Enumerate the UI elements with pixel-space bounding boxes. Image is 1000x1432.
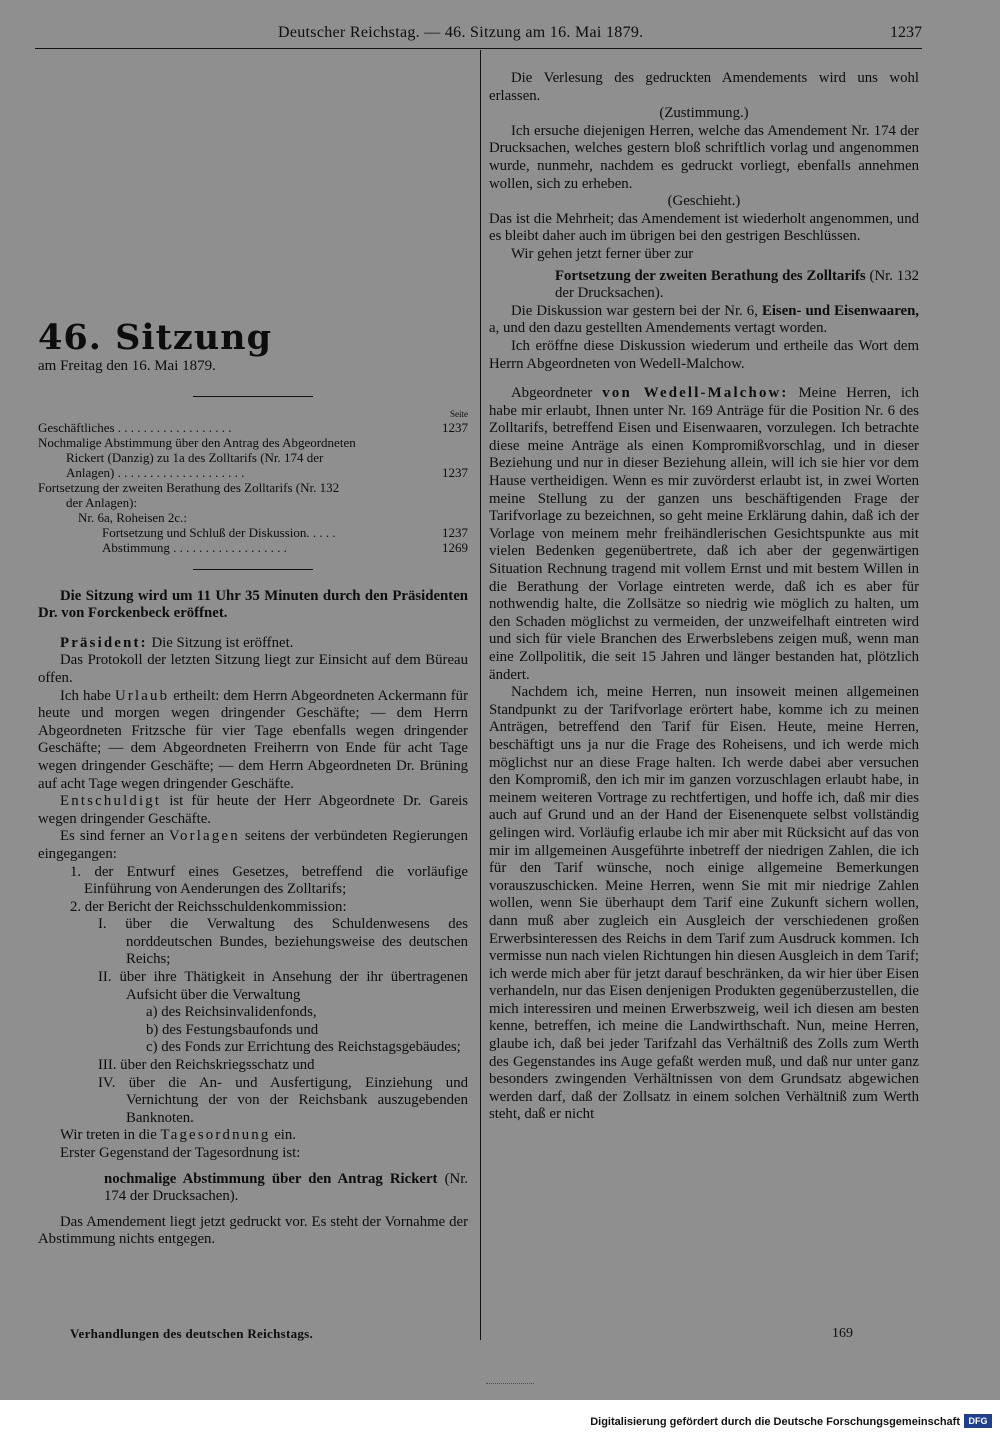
- title-rule: [193, 396, 313, 397]
- entschuldigt-word: Entschuldigt: [60, 793, 162, 810]
- toc-row: [38, 525, 468, 540]
- speaker-prefix: Abgeordneter: [511, 385, 593, 402]
- right-p5-a: Die Diskussion war gestern bei der Nr. 6,: [511, 302, 758, 319]
- toc-page: [430, 480, 468, 495]
- right-p4: Wir gehen jetzt ferner über zur: [511, 245, 694, 262]
- session-title: 46. Sitzung: [38, 317, 273, 358]
- agenda-item-1: [38, 1171, 468, 1206]
- speech-paragraph-1: [489, 385, 919, 684]
- toc-text: Rickert (Danzig) zu 1a des Zolltarifs (Nr. 174 der: [66, 449, 324, 465]
- toc-row: [38, 420, 468, 435]
- toc-row: [38, 510, 468, 525]
- amendement-paragraph: Das Amendement liegt jetzt gedruckt vor. Es steht der Vornahme der Abstimmung nichts entgegen.: [38, 1213, 468, 1248]
- president-text: Die Sitzung ist eröffnet.: [151, 634, 294, 651]
- right-p3: Das ist die Mehrheit; das Amendement ist wiederholt angenommen, und es bleibt daher auch im übrigen bei den gestrigen Beschlüssen.: [489, 210, 919, 245]
- header-rule: [35, 48, 922, 49]
- protocol-paragraph: Das Protokoll der letzten Sitzung liegt zur Einsicht auf dem Büreau offen.: [38, 652, 468, 686]
- tages-word: Tagesordnung: [160, 1127, 271, 1144]
- toc-seite-label: Seite: [450, 408, 468, 419]
- speech-text-1: Meine Herren, ich habe mir erlaubt, Ihnen unter Nr. 169 Anträge für die Position Nr. 6 des Zolltarifs, betreffend Eisen und Eisenwaaren, vorzulegen. Ich betrachte diese meine Anträge als einen Kompromißvorschlag, und in dieser Beziehung und nur in dieser Beziehung allein, will ich sie hier vor dem Hause vertheidigen. Wenn es mir zuvörderst erlaubt ist, in zwei Worten meine Stellung zu der ganzen uns beschäftigenden Frage der Tarifvorlage zu bezeichnen, so geht meine Erklärung dahin, daß ich der Vorlage von meinem mehr freihändlerischen Gesichtspunkte aus mit vielen Bedenken gegenübertrete, daß ich aber der gegenwärtigen Situation Rechnung tragend mit vollem Ernst und mit bestem Willen in die Berathung der Vorlage eintreten werde, daß ich es aber für nothwendig halte, die Zollsätze so niedrig wie möglich zu halten, um den Schaden möglichst zu vermeiden, der unzweifelhaft eintreten wird und sich für viele Branchen des Erwerbslebens zeigen muß, wenn man eine Zollpolitik, die seit 15 Jahren und länger bestanden hat, plötzlich ändert.: [489, 385, 920, 683]
- toc-row: [38, 435, 468, 450]
- running-header: [0, 22, 1000, 46]
- agenda-item-2: [489, 268, 919, 303]
- list-item: b) des Festungsbaufonds und: [146, 1021, 319, 1038]
- vorlagen-paragraph: [38, 828, 468, 863]
- toc-row: [38, 465, 468, 480]
- right-p5-bold: Eisen- und Eisenwaaren,: [761, 302, 919, 319]
- agenda-item-1-bold: nochmalige Abstimmung über den Antrag Rickert: [104, 1170, 438, 1187]
- list-item: I. über die Verwaltung des Schuldenwesens des norddeutschen Bundes, beziehungsweise des deutschen Reichs;: [98, 916, 468, 968]
- right-p5: [489, 303, 919, 338]
- list-item: a) des Reichsinvalidenfonds,: [146, 1004, 317, 1021]
- right-p1: Die Verlesung des gedruckten Amendements wird uns wohl erlassen.: [489, 70, 919, 104]
- toc-page: 1237: [442, 419, 468, 435]
- urlaub-text-b: ertheilt: dem Herrn Abgeordneten Ackermann für heute und morgen wegen dringender Geschäfte; — dem Herrn Abgeordneten Fritzsche für vier Tage ebenfalls wegen dringender Geschäfte; — dem Abgeordneten Freiherrn von Ende für acht Tage wegen dringender Geschäfte; — dem Herrn Abgeordneten Dr. Brüning auf acht Tage wegen dringender Geschäfte.: [38, 687, 468, 792]
- urlaub-paragraph: [38, 688, 468, 794]
- toc-page: [430, 510, 468, 525]
- tages-text-a: Wir treten in die: [60, 1127, 157, 1144]
- list-item: II. über ihre Thätigkeit in Ansehung der ihr übertragenen Aufsicht über die Verwaltung: [98, 969, 468, 1003]
- toc-page: 1237: [442, 524, 468, 540]
- vorlagen-text-b: seitens der verbündeten Regierungen eingegangen:: [38, 828, 468, 862]
- toc-text: Nr. 6a, Roheisen 2c.:: [78, 509, 188, 525]
- toc-page: [430, 495, 468, 510]
- entschuldigt-text: ist für heute der Herr Abgeordnete Dr. Gareis wegen dringender Geschäfte.: [38, 793, 469, 827]
- agenda-item-1-rest: (Nr. 174 der Drucksachen).: [104, 1170, 469, 1205]
- session-date: am Freitag den 16. Mai 1879.: [38, 358, 216, 374]
- tagesordnung-paragraph: [38, 1127, 468, 1145]
- urlaub-text-a: Ich habe: [60, 687, 111, 704]
- toc-page: 1269: [442, 539, 468, 555]
- right-p6: Ich eröffne diese Diskussion wiederum und ertheile das Wort dem Herrn Abgeordneten von Wedell-Malchow.: [489, 337, 919, 372]
- erster-paragraph: Erster Gegenstand der Tagesordnung ist:: [60, 1145, 301, 1161]
- toc-text: Fortsetzung und Schluß der Diskussion. . . . .: [102, 524, 336, 540]
- president-paragraph: [38, 635, 468, 653]
- left-column: [38, 318, 468, 1249]
- vorlagen-text-a: Es sind ferner an: [60, 828, 164, 845]
- toc-text: Anlagen) . . . . . . . . . . . . . . . . . . . .: [66, 464, 245, 480]
- right-p2: Ich ersuche diejenigen Herren, welche das Amendement Nr. 174 der Drucksachen, welches gestern bloß schriftlich vorlag und angenommen wurde, nunmehr, nachdem es gedruckt vorliegt, ebenfalls annehmen wollen, sich zu erheben.: [489, 122, 919, 192]
- scan-smudge: [486, 1383, 534, 1390]
- entschuldigt-paragraph: [38, 793, 468, 828]
- agenda-item-2-bold: Fortsetzung der zweiten Berathung des Zolltarifs: [555, 267, 866, 284]
- column-divider: [480, 50, 481, 1340]
- toc-page: [430, 450, 468, 465]
- footer-title: Verhandlungen des deutschen Reichstags.: [70, 1326, 314, 1341]
- header-page-number: 1237: [890, 24, 922, 41]
- credit-text: Digitalisierung gefördert durch die Deutsche Forschungsgemeinschaft: [590, 1416, 960, 1428]
- list-item: 1. der Entwurf eines Gesetzes, betreffend die vorläufige Einführung von Aenderungen des Zolltarifs;: [70, 863, 468, 898]
- digitization-credit-bar: [0, 1400, 1000, 1432]
- list-item: III. über den Reichskriegsschatz und: [98, 1057, 315, 1074]
- toc-text: Geschäftliches . . . . . . . . . . . . . . . . . .: [38, 419, 232, 435]
- president-label: Präsident:: [60, 634, 148, 651]
- geschieht-note: (Geschieht.): [667, 193, 741, 210]
- toc-text: Abstimmung . . . . . . . . . . . . . . . . . .: [102, 539, 287, 555]
- tages-text-b: ein.: [274, 1127, 296, 1144]
- zustimmung-note: (Zustimmung.): [659, 105, 749, 122]
- speech-paragraph-2: Nachdem ich, meine Herren, nun insoweit meinen allgemeinen Standpunkt zu der Tarifvorlage erörtert habe, komme ich zu meinen Anträgen, betreffend den Tarif für Eisen. Heute, meine Herren, beschäftigt uns ja nur die Frage des Roheisens, und ich werde mich möglichst nur an diese Frage halten. Ich werde dabei aber versuchen den Kompromiß, den ich mir im ganzen vorzuschlagen erlaubt habe, in meinem weiteren Vortrage zu rechtfertigen, und hoffe ich, daß mir dies auch auf Grund und an der Hand der Eisenenquete selbst vollständig gelingen wird. Vorläufig erlaube ich mir aber mit Rücksicht auf das von mir im allgemeinen Ausgeführte inbetreff der niedrigen Zahlen, die ich für den Tarif wünsche, noch einige allgemeine Bemerkungen vorauszuschicken. Meine Herren, wenn Sie mit mir niedrige Zahlen wollen, wenn Sie überhaupt dem Tarif eine Zukunft sichern wollen, dann muß aber zugleich ein Ausgleich der verschiedenen großen Erwerbsinteressen des Reichs in dem Tarif zum Ausdruck kommen. Ich vermisse nun nach vielen Richtungen hin diesen Ausgleich in dem Tarif; ich werde mich aber für jetzt darauf beschränken, da wir hier über Eisen verhandeln, nur das Eisen denjenigen Produkten gegenüberzustellen, die mich interessiren und meinen Erwerbszweig, weil ich diesen am besten kenne, betreffen, ich meine die Landwirthschaft. Nun, meine Herren, glaube ich, daß bei jeder Tarifzahl das Verhältniß des Zolls zum Werth des Gegenstandes ins Auge gefaßt werden muß, und daß nur unter ganz besonders zwingenden Verhältnissen von dem Grundsatz abgewichen werden darf, daß der Zollsatz in einem solchen Verhältniß zum Werth steht, daß er nicht: [489, 684, 919, 1123]
- urlaub-word: Urlaub: [114, 687, 170, 704]
- toc-text: der Anlagen):: [66, 494, 138, 510]
- opening-text: Die Sitzung wird um 11 Uhr 35 Minuten durch den Präsidenten Dr. von Forckenbeck eröffnet.: [38, 587, 468, 622]
- list-item: c) des Fonds zur Errichtung des Reichstagsgebäudes;: [146, 1039, 461, 1056]
- right-column: [489, 70, 919, 1124]
- toc-page: [430, 435, 468, 450]
- list-item: IV. über die An- und Ausfertigung, Einziehung und Vernichtung der von der Reichsbank auszugebenden Banknoten.: [98, 1074, 468, 1126]
- header-title: Deutscher Reichstag. — 46. Sitzung am 16. Mai 1879.: [278, 24, 644, 41]
- right-p5-b: a, und den dazu gestellten Amendements vertagt worden.: [489, 320, 828, 337]
- list-item: 2. der Bericht der Reichsschuldenkommission:: [70, 898, 347, 915]
- toc-text: Fortsetzung der zweiten Berathung des Zolltarifs (Nr. 132: [38, 479, 340, 495]
- vorlagen-list: [38, 864, 468, 1128]
- dfg-logo-icon: DFG: [964, 1414, 992, 1428]
- toc-page: 1237: [442, 464, 468, 480]
- vorlagen-word: Vorlagen: [169, 828, 240, 845]
- toc-text: Nochmalige Abstimmung über den Antrag des Abgeordneten: [38, 434, 356, 450]
- toc-row: [38, 480, 468, 495]
- table-of-contents: [38, 409, 468, 555]
- opening-paragraph: [38, 588, 468, 623]
- toc-row: [38, 450, 468, 465]
- toc-row: [38, 495, 468, 510]
- bottom-page-number: 169: [832, 1326, 853, 1341]
- speaker-name: von Wedell-Malchow:: [602, 385, 789, 402]
- agenda-item-2-rest: (Nr. 132 der Drucksachen).: [555, 267, 920, 302]
- toc-row: [38, 540, 468, 555]
